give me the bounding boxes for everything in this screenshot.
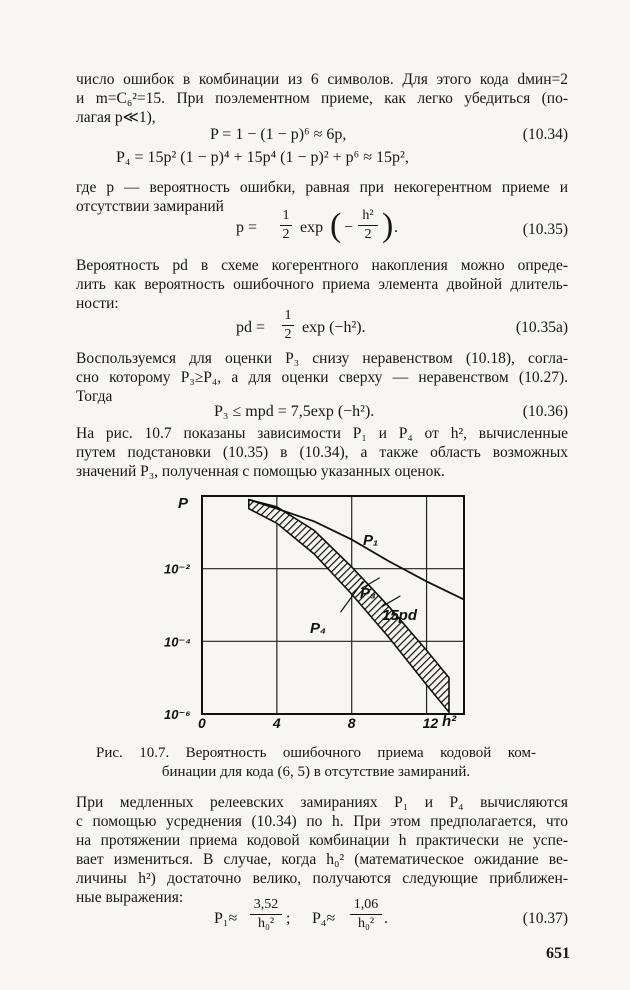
- text-line: ности:: [76, 295, 119, 312]
- figure-10-7-chart: [160, 488, 480, 738]
- equation-10-36: P₃ ≤ mpd = 7,5exp (−h²).: [214, 403, 375, 420]
- equation-p4: P₄ = 15p² (1 − p)⁴ + 15p⁴ (1 − p)² + p⁶ ≈ 15p²,: [116, 149, 409, 166]
- text-line: на протяжении приема кодовой комбинации h практически не успе-: [76, 832, 568, 849]
- text-line: сно которому P₃≥P₄, а для оценки сверху — неравенством (10.27).: [76, 369, 568, 386]
- text-line: отсутствии замираний: [76, 198, 224, 215]
- y-tick-label: 10⁻²: [164, 561, 190, 577]
- page-number: 651: [546, 945, 570, 962]
- p3-region: [249, 500, 449, 713]
- text-line: лить как вероятность ошибочного приема элемента двойной длитель-: [76, 276, 568, 293]
- pd-label: 15pd: [382, 607, 418, 624]
- text-line: значений P₃, полученная с помощью указанных оценок.: [76, 463, 445, 480]
- figure-caption: бинации для кода (6, 5) в отсутствие замираний.: [161, 764, 471, 780]
- p3-label: P₃: [360, 585, 376, 602]
- y-axis-label: P: [178, 495, 189, 512]
- equation-10-34: P = 1 − (1 − p)⁶ ≈ 6p,: [210, 126, 347, 143]
- equation-number: (10.36): [522, 403, 568, 420]
- text-line: с помощью усреднения (10.34) по h. При этом предполагается, что: [76, 813, 568, 830]
- x-tick-label: 4: [272, 715, 281, 731]
- text-line: вает измениться. В случае, когда h₀² (математическое ожидание ве-: [76, 851, 568, 868]
- text-line: и m=C₆²=15. При поэлементном приеме, как легко убедиться (по-: [76, 90, 568, 107]
- equation-number: (10.37): [522, 910, 568, 927]
- equation-number: (10.34): [522, 126, 568, 143]
- text-line: где p — вероятность ошибки, равная при некогерентном приеме и: [76, 179, 568, 196]
- text-line: При медленных релеевских замираниях P₁ и P₄ вычисляются: [76, 794, 568, 811]
- figure-caption: Рис. 10.7. Вероятность ошибочного приема кодовой ком-: [96, 745, 536, 761]
- x-tick-label: 12: [422, 715, 439, 731]
- x-tick-label: 0: [198, 715, 206, 731]
- p4-label: P₄: [310, 620, 327, 637]
- y-tick-label: 10⁻⁶: [164, 707, 191, 722]
- text-line: Вероятность pd в схеме когерентного накопления можно опреде-: [76, 257, 568, 274]
- text-line: Тогда: [76, 388, 113, 405]
- x-tick-label: 8: [347, 715, 356, 731]
- p1-label: P₁: [363, 532, 379, 549]
- text-line: ные выражения:: [76, 889, 184, 906]
- y-tick-label: 10⁻⁴: [164, 634, 191, 650]
- x-axis-label: h²: [442, 713, 457, 730]
- equation-number: (10.35а): [515, 319, 568, 336]
- text-line: лагая p≪1),: [76, 109, 156, 126]
- text-line: путем подстановки (10.35) в (10.34), а также область возможных: [76, 444, 568, 461]
- equation-number: (10.35): [522, 221, 568, 238]
- text-line: Воспользуемся для оценки P₃ снизу неравенством (10.18), согла-: [76, 350, 568, 367]
- text-line: На рис. 10.7 показаны зависимости P₁ и P₄ от h², вычисленные: [76, 425, 568, 442]
- text-line: личины h²) достаточно велико, получаются следующие приближен-: [76, 870, 568, 887]
- text-line: число ошибок в комбинации из 6 символов. Для этого кода dмин=2: [76, 71, 568, 88]
